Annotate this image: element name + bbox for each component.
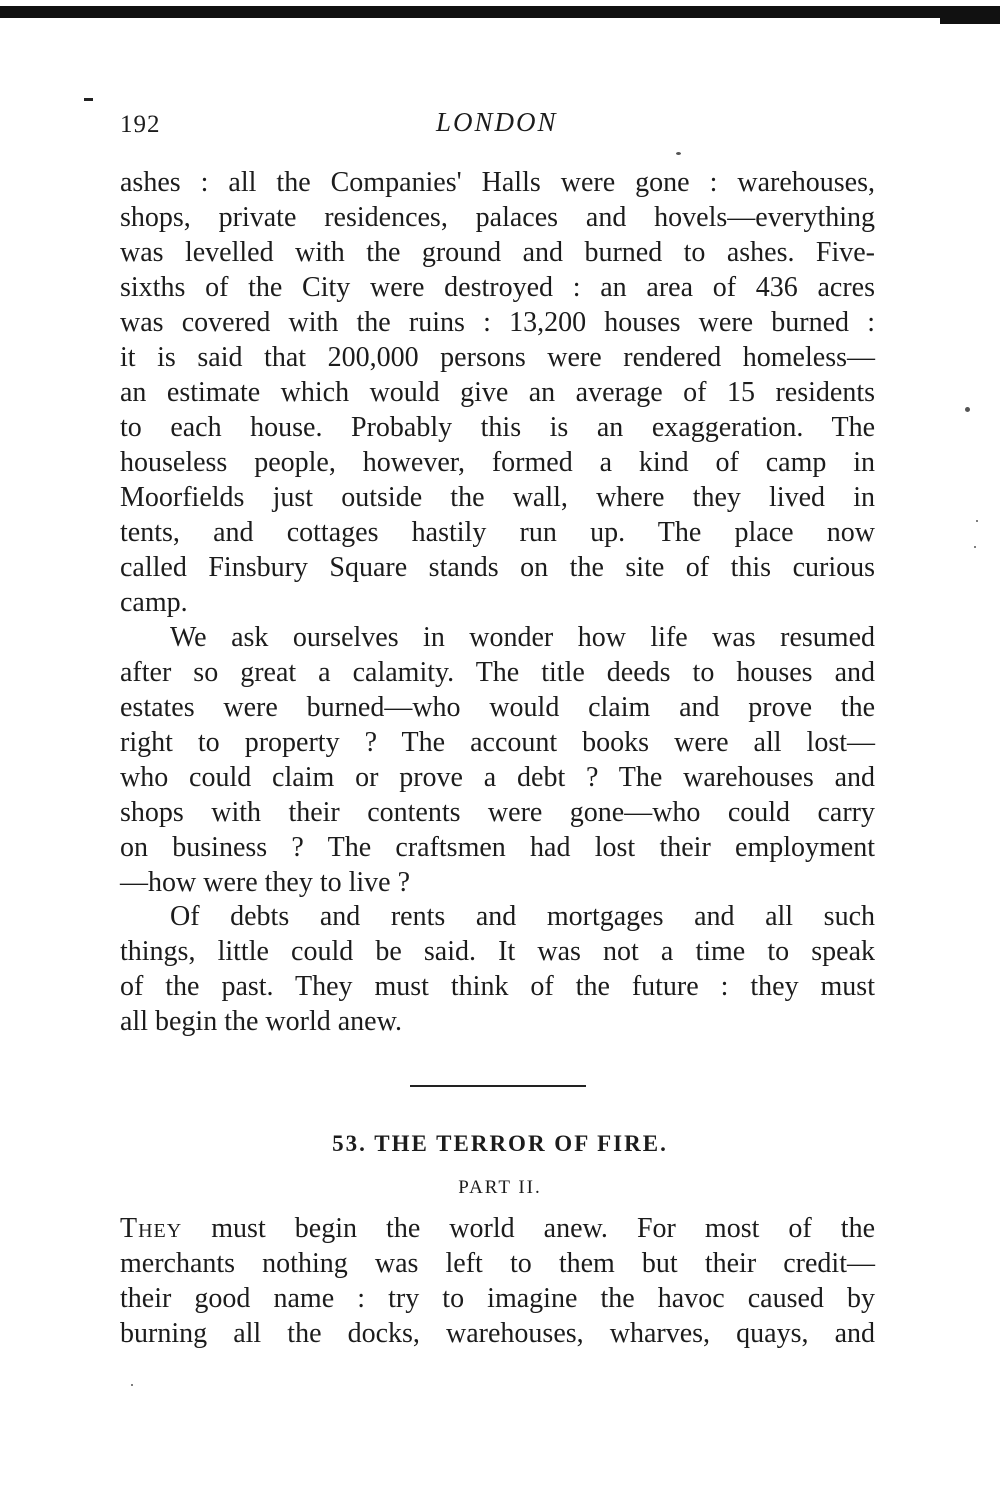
text-line: right to property ? The account books were all lost— — [120, 727, 875, 758]
text-line: tents, and cottages hastily run up. The place now — [120, 517, 875, 548]
text-line: their good name : try to imagine the havoc caused by — [120, 1283, 875, 1314]
paragraph-1 — [120, 165, 875, 620]
text-line: camp. — [120, 587, 188, 618]
text-line — [120, 1211, 875, 1246]
text-line: it is said that 200,000 persons were rendered homeless— — [120, 342, 875, 373]
paragraph-3 — [120, 899, 875, 1039]
text-line: on business ? The craftsmen had lost their employment — [120, 832, 875, 863]
text-line: estates were burned—who would claim and prove the — [120, 692, 875, 723]
text-line: We ask ourselves in wonder how life was resumed — [170, 622, 875, 653]
text-line: Of debts and rents and mortgages and all such — [170, 901, 875, 932]
section-divider — [410, 1085, 586, 1087]
section-paragraph — [120, 1211, 875, 1351]
text-line: houseless people, however, formed a kind of camp in — [120, 447, 875, 478]
text-line: shops with their contents were gone—who could carry — [120, 797, 875, 828]
margin-mark — [84, 98, 93, 101]
text-line: sixths of the City were destroyed : an area of 436 acres — [120, 272, 875, 303]
text-line: —how were they to live ? — [120, 867, 411, 898]
text-line: Moorfields just outside the wall, where they lived in — [120, 482, 875, 513]
text-line: shops, private residences, palaces and hovels—everything — [120, 202, 875, 233]
text-line: all begin the world anew. — [120, 1006, 402, 1037]
text-line: who could claim or prove a debt ? The warehouses and — [120, 762, 875, 793]
opening-word: They — [120, 1213, 183, 1244]
running-title: LONDON — [436, 107, 558, 137]
print-speck — [131, 1384, 133, 1386]
print-speck — [976, 520, 978, 522]
section-subheading: PART II. — [458, 1177, 542, 1198]
print-speck — [965, 407, 970, 412]
print-speck — [974, 546, 976, 548]
text-line: things, little could be said. It was not a time to speak — [120, 936, 875, 967]
text-line: an estimate which would give an average of 15 residents — [120, 377, 875, 408]
text-line: was levelled with the ground and burned to ashes. Five- — [120, 237, 875, 268]
top-border-rule — [0, 6, 1000, 18]
page-number: 192 — [120, 111, 161, 138]
text-line: merchants nothing was left to them but their credit— — [120, 1248, 875, 1279]
text-line: was covered with the ruins : 13,200 houses were burned : — [120, 307, 875, 338]
text-line: called Finsbury Square stands on the site of this curious — [120, 552, 875, 583]
text-line: of the past. They must think of the future : they must — [120, 971, 875, 1002]
text-line: burning all the docks, warehouses, wharves, quays, and — [120, 1318, 875, 1349]
print-speck — [676, 152, 681, 155]
text-line: to each house. Probably this is an exaggeration. The — [120, 412, 875, 443]
page-header — [120, 107, 880, 141]
text-line: ashes : all the Companies' Halls were gone : warehouses, — [120, 167, 875, 198]
text-line: after so great a calamity. The title deeds to houses and — [120, 657, 875, 688]
section-heading: 53. THE TERROR OF FIRE. — [332, 1131, 668, 1156]
opening-line-text: must begin the world anew. For most of the — [211, 1213, 876, 1244]
paragraph-2 — [120, 620, 875, 900]
